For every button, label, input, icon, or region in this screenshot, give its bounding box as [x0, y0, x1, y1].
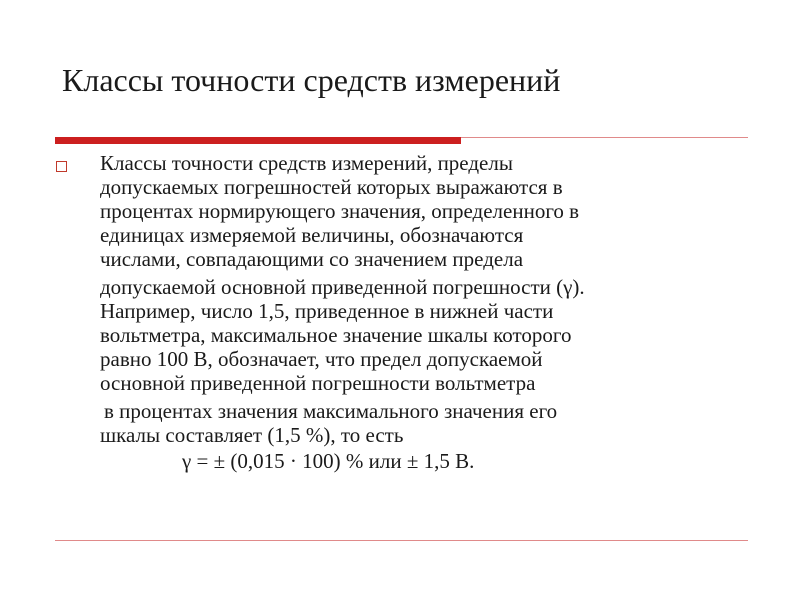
bullet-square-icon	[56, 161, 67, 172]
title-underline-thick	[55, 137, 461, 144]
bottom-divider	[55, 540, 748, 541]
paragraph-line: допускаемой основной приведенной погрешности (γ).	[100, 275, 585, 299]
title-underline-thin	[461, 137, 748, 138]
paragraph-line: числами, совпадающими со значением предела	[100, 247, 524, 271]
paragraph-line: равно 100 В, обозначает, что предел допускаемой	[100, 347, 543, 371]
paragraph-line: Классы точности средств измерений, пределы	[100, 151, 513, 175]
paragraph-line: в процентах значения максимального значения его	[104, 399, 558, 423]
paragraph-line: основной приведенной погрешности вольтметра	[100, 371, 536, 395]
paragraph-line: единицах измеряемой величины, обозначаются	[100, 223, 524, 247]
paragraph-line: вольтметра, максимальное значение шкалы которого	[100, 323, 572, 347]
formula-line: γ = ± (0,015 · 100) % или ± 1,5 В.	[182, 449, 475, 473]
paragraph-line: процентах нормирующего значения, определенного в	[100, 199, 580, 223]
paragraph-line: допускаемых погрешностей которых выражаются в	[100, 175, 563, 199]
paragraph-line: Например, число 1,5, приведенное в нижней части	[100, 299, 554, 323]
body-paragraph	[100, 151, 760, 473]
slide-title: Классы точности средств измерений	[62, 62, 561, 98]
paragraph-line: шкалы составляет (1,5 %), то есть	[100, 423, 404, 447]
